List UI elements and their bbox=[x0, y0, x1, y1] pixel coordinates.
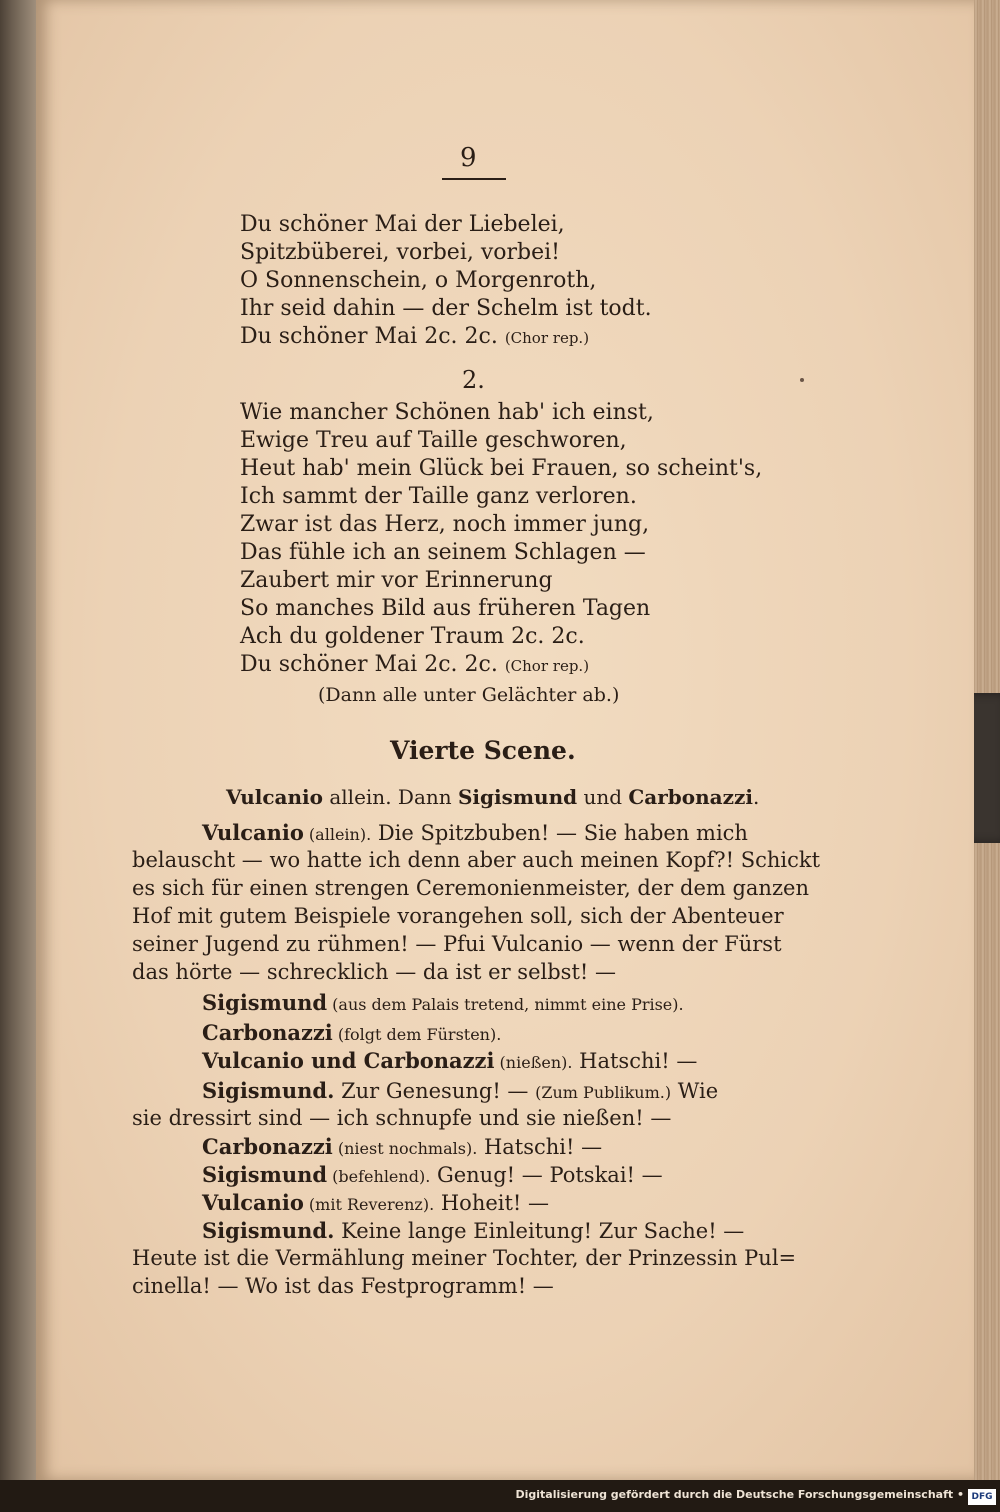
dialogue-line bbox=[202, 1048, 697, 1073]
verse-line: Zaubert mir vor Erinnerung bbox=[240, 568, 553, 593]
stage-direction: (Chor rep.) bbox=[504, 329, 590, 347]
dialogue-text: Hoheit! — bbox=[434, 1191, 550, 1215]
verse-line: Ewige Treu auf Taille geschworen, bbox=[240, 428, 627, 453]
dialogue-text: Zur Genesung! — bbox=[334, 1079, 536, 1103]
stage-direction: (folgt dem Fürsten). bbox=[332, 1025, 502, 1044]
stage-direction: (mit Reverenz). bbox=[303, 1195, 435, 1214]
stage-direction: (befehlend). bbox=[327, 1167, 431, 1186]
verse-line: Spitzbüberei, vorbei, vorbei! bbox=[240, 240, 561, 265]
stage-direction: (Dann alle unter Gelächter ab.) bbox=[318, 684, 620, 706]
dialogue-line: Hof mit gutem Beispiele vorangehen soll, sich der Abenteuer bbox=[132, 904, 784, 928]
ink-blot bbox=[800, 378, 804, 382]
dialogue-line bbox=[202, 1190, 549, 1215]
character-name: Sigismund bbox=[457, 785, 578, 809]
dialogue-line: seiner Jugend zu rühmen! — Pfui Vulcanio — wenn der Fürst bbox=[132, 932, 782, 956]
dialogue-text: Hatschi! — bbox=[572, 1049, 698, 1073]
verse-line: So manches Bild aus früheren Tagen bbox=[240, 596, 651, 621]
character-name: Carbonazzi bbox=[628, 785, 753, 809]
scene-heading: Vierte Scene. bbox=[390, 736, 576, 765]
speaker-name: Vulcanio bbox=[202, 820, 304, 845]
dialogue-text: Keine lange Einleitung! Zur Sache! — bbox=[334, 1219, 745, 1243]
dialogue-line: cinella! — Wo ist das Festprogramm! — bbox=[132, 1274, 554, 1298]
stage-direction: (Zum Publikum.) bbox=[535, 1083, 672, 1102]
verse-line: Wie mancher Schönen hab' ich einst, bbox=[240, 400, 654, 425]
stage-direction: (allein). bbox=[303, 825, 372, 844]
refrain-line bbox=[240, 652, 589, 677]
stage-direction: (niest nochmals). bbox=[332, 1139, 478, 1158]
dialogue-line: Heute ist die Vermählung meiner Tochter, der Prinzessin Pul= bbox=[132, 1246, 797, 1270]
dialogue-line bbox=[202, 1134, 602, 1159]
persons-text: allein. Dann bbox=[323, 785, 458, 809]
dialogue-line bbox=[202, 1218, 744, 1243]
stage-direction: (aus dem Palais tretend, nimmt eine Prise). bbox=[327, 995, 684, 1014]
dialogue-line bbox=[202, 1078, 718, 1103]
verse-line: O Sonnenschein, o Morgenroth, bbox=[240, 268, 597, 293]
verse-line: Heut hab' mein Glück bei Frauen, so scheint's, bbox=[240, 456, 763, 481]
digitization-credit: Digitalisierung gefördert durch die Deutsche Forschungsgemeinschaft • bbox=[515, 1488, 964, 1501]
speaker-name: Carbonazzi bbox=[202, 1134, 333, 1159]
speaker-name: Sigismund bbox=[202, 990, 328, 1015]
persons-text: und bbox=[577, 785, 629, 809]
dialogue-line: das hörte — schrecklich — da ist er selbst! — bbox=[132, 960, 617, 984]
refrain-text: Du schöner Mai 2c. 2c. bbox=[240, 324, 498, 349]
persons-text: . bbox=[752, 785, 760, 809]
stage-direction: (Chor rep.) bbox=[504, 657, 590, 675]
verse-line: Ihr seid dahin — der Schelm ist todt. bbox=[240, 296, 652, 321]
dialogue-line bbox=[202, 990, 684, 1015]
speaker-name: Sigismund. bbox=[202, 1218, 335, 1243]
character-name: Vulcanio bbox=[226, 785, 323, 809]
verse-line: Ach du goldener Traum 2c. 2c. bbox=[240, 624, 585, 649]
dfg-logo: DFG bbox=[968, 1489, 996, 1505]
speaker-name: Vulcanio bbox=[202, 1190, 304, 1215]
scene-persons bbox=[226, 785, 759, 809]
dialogue-text: Genug! — Potskai! — bbox=[430, 1163, 663, 1187]
speaker-name: Carbonazzi bbox=[202, 1020, 333, 1045]
verse-line: Zwar ist das Herz, noch immer jung, bbox=[240, 512, 650, 537]
dialogue-line: es sich für einen strengen Ceremonienmeister, der dem ganzen bbox=[132, 876, 809, 900]
stanza-number: 2. bbox=[462, 366, 485, 394]
speaker-name: Vulcanio und Carbonazzi bbox=[202, 1048, 495, 1073]
speaker-name: Sigismund bbox=[202, 1162, 328, 1187]
dialogue-line bbox=[202, 1162, 663, 1187]
dialogue-line bbox=[202, 820, 748, 845]
verse-line: Du schöner Mai der Liebelei, bbox=[240, 212, 565, 237]
page-number: 9 bbox=[460, 143, 477, 173]
stage-direction: (nießen). bbox=[494, 1053, 573, 1072]
dialogue-line: sie dressirt sind — ich schnupfe und sie nießen! — bbox=[132, 1106, 672, 1130]
dialogue-line: belauscht — wo hatte ich denn aber auch meinen Kopf?! Schickt bbox=[132, 848, 821, 872]
dialogue-text: Wie bbox=[671, 1079, 719, 1103]
refrain-text: Du schöner Mai 2c. 2c. bbox=[240, 652, 498, 677]
verse-line: Ich sammt der Taille ganz verloren. bbox=[240, 484, 637, 509]
speaker-name: Sigismund. bbox=[202, 1078, 335, 1103]
dialogue-line bbox=[202, 1020, 501, 1045]
refrain-line bbox=[240, 324, 589, 349]
dialogue-text: Die Spitzbuben! — Sie haben mich bbox=[371, 821, 748, 845]
verse-line: Das fühle ich an seinem Schlagen — bbox=[240, 540, 646, 565]
book-gutter bbox=[0, 0, 40, 1512]
page-number-rule bbox=[442, 178, 506, 180]
dialogue-text: Hatschi! — bbox=[477, 1135, 603, 1159]
